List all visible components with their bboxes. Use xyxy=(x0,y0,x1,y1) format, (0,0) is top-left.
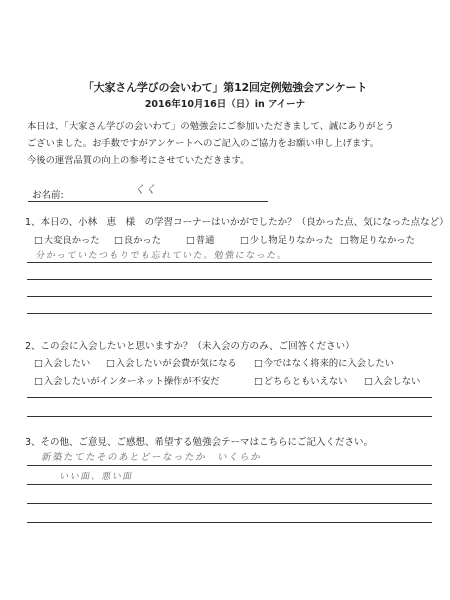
q2-option-join-fee-concern[interactable]: □ 入会したいが会費が気になる xyxy=(106,355,237,369)
question-1: 1、本日の、小林 恵 様 の学習コーナーはいかがでしたか？（良かった点、気になった点など） xyxy=(25,217,449,228)
q3-answer-line-3 xyxy=(27,503,432,504)
q2-option-join-future[interactable]: □ 今ではなく将来的に入会したい xyxy=(254,355,394,369)
q3-handwritten-answer-1[interactable]: 新築たてたそのあとどーなったか いくらか xyxy=(40,452,263,463)
q1-answer-line-2 xyxy=(27,279,432,280)
name-label: お名前: xyxy=(32,190,64,201)
intro-line-1: 本日は、「大家さん学びの会いわて」の勉強会にご参加いただきまして、誠にありがとう xyxy=(27,121,395,132)
survey-title: 「大家さん学びの会いわて」第12回定例勉強会アンケート xyxy=(82,81,368,94)
survey-date-venue: 2016年10月16日（日）in アイーナ xyxy=(144,99,306,110)
q1-answer-line-3 xyxy=(27,296,432,297)
name-handwritten-value[interactable]: くく xyxy=(133,183,159,196)
q1-handwritten-answer[interactable]: 分かっていたつもりでも忘れていた。勉強になった。 xyxy=(34,251,289,261)
q1-option-lacking[interactable]: □ 物足りなかった xyxy=(340,232,415,246)
q2-answer-line-1 xyxy=(27,397,432,398)
q1-option-average[interactable]: □ 普通 xyxy=(186,232,214,246)
q1-option-good[interactable]: □ 良かった xyxy=(114,232,161,246)
q1-option-slightly-lacking[interactable]: □ 少し物足りなかった xyxy=(240,232,333,246)
q3-answer-line-4 xyxy=(27,522,432,523)
q2-option-no-join[interactable]: □ 入会しない xyxy=(364,373,420,387)
intro-line-2: ございました。お手数ですがアンケートへのご記入のご協力をお願い申し上げます。 xyxy=(27,138,379,149)
q1-option-very-good[interactable]: □ 大変良かった xyxy=(34,232,100,246)
q1-answer-line-1 xyxy=(27,262,432,263)
question-3: 3、その他、ご意見、ご感想、希望する勉強会テーマはこちらにご記入ください。 xyxy=(25,437,374,448)
q2-option-join-internet-concern[interactable]: □ 入会したいがインターネット操作が不安だ xyxy=(34,373,220,387)
name-field-line xyxy=(28,201,268,202)
q2-option-undecided[interactable]: □ どちらともいえない xyxy=(254,373,347,387)
q1-answer-line-4 xyxy=(27,313,432,314)
q3-answer-line-1 xyxy=(27,465,432,466)
q2-answer-line-2 xyxy=(27,416,432,417)
q3-answer-line-2 xyxy=(27,484,432,485)
question-2: 2、この会に入会したいと思いますか？（未入会の方のみ、ご回答ください） xyxy=(25,341,355,352)
q3-handwritten-answer-2[interactable]: いい面、悪い面 xyxy=(58,472,135,482)
q2-option-join[interactable]: □ 入会したい xyxy=(34,355,90,369)
intro-line-3: 今後の運営品質の向上の参考にさせていただきます。 xyxy=(27,155,250,166)
